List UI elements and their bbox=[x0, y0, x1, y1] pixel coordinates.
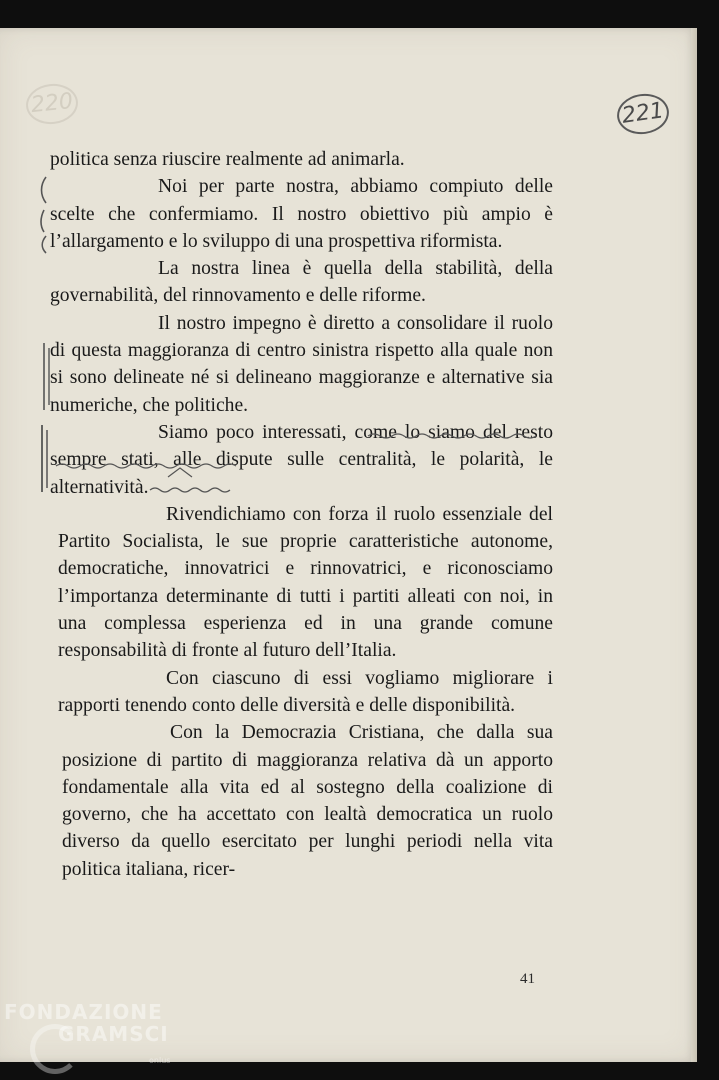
watermark bbox=[4, 1000, 171, 1065]
watermark-small: onlus bbox=[149, 1056, 171, 1065]
faint-stamp-number: 220 bbox=[29, 88, 75, 119]
page-edge bbox=[691, 28, 697, 1062]
paragraph: Con ciascuno di essi vogliamo migliorare i rapporti tenendo conto delle diversità e delle disponibilità. bbox=[58, 667, 553, 716]
paragraph: Noi per parte nostra, abbiamo compiuto delle scelte che confermiamo. Il nostro obiettivo più ampio è l’allargamento e lo sviluppo di una prospettiva riformista. bbox=[50, 176, 553, 252]
page-number: 41 bbox=[520, 971, 535, 987]
paragraph: Con la Democrazia Cristiana, che dalla sua posizione di partito di maggioranza relativa dà un apporto fondamentale alla vita ed al sostegno della coalizione di governo, che ha accettato con lealtà democratica un ruolo diverso da quello esercitato per lunghi periodi nella vita politica italiana, ricer- bbox=[62, 722, 553, 880]
scanned-page bbox=[0, 28, 697, 1062]
watermark-line-1: FONDAZIONE bbox=[4, 1000, 163, 1024]
paragraph: Rivendichiamo con forza il ruolo essenziale del Partito Socialista, le sue proprie caratteristiche autonome, democratiche, innovatrici e rinnovatrici, e riconosciamo l’importanza determinante di tutti i partiti alleati con noi, in una complessa esperienza ed in una grande comune responsabilità di fronte al futuro dell’Italia. bbox=[58, 503, 553, 662]
archive-stamp bbox=[614, 91, 671, 138]
paragraph: politica senza riuscire realmente ad animarla. bbox=[50, 149, 405, 170]
faint-archive-stamp bbox=[24, 81, 80, 126]
gramsci-logo-icon bbox=[30, 1024, 80, 1074]
paragraph: La nostra linea è quella della stabilità, della governabilità, del rinnovamento e delle riforme. bbox=[50, 258, 553, 307]
paragraph: Siamo poco interessati, come lo siamo del resto sempre stati, alle dispute sulle centralità, le polarità, le alternatività. bbox=[50, 421, 553, 498]
paragraph: Il nostro impegno è diretto a consolidare il ruolo di questa maggioranza di centro sinistra rispetto alla quale non si sono delineate né si delineano maggioranze e alternative sia numeriche, che politiche. bbox=[50, 312, 553, 416]
watermark-line-2: GRAMSCI bbox=[58, 1022, 169, 1046]
body-text bbox=[50, 146, 553, 883]
archive-stamp-number: 221 bbox=[620, 98, 666, 129]
